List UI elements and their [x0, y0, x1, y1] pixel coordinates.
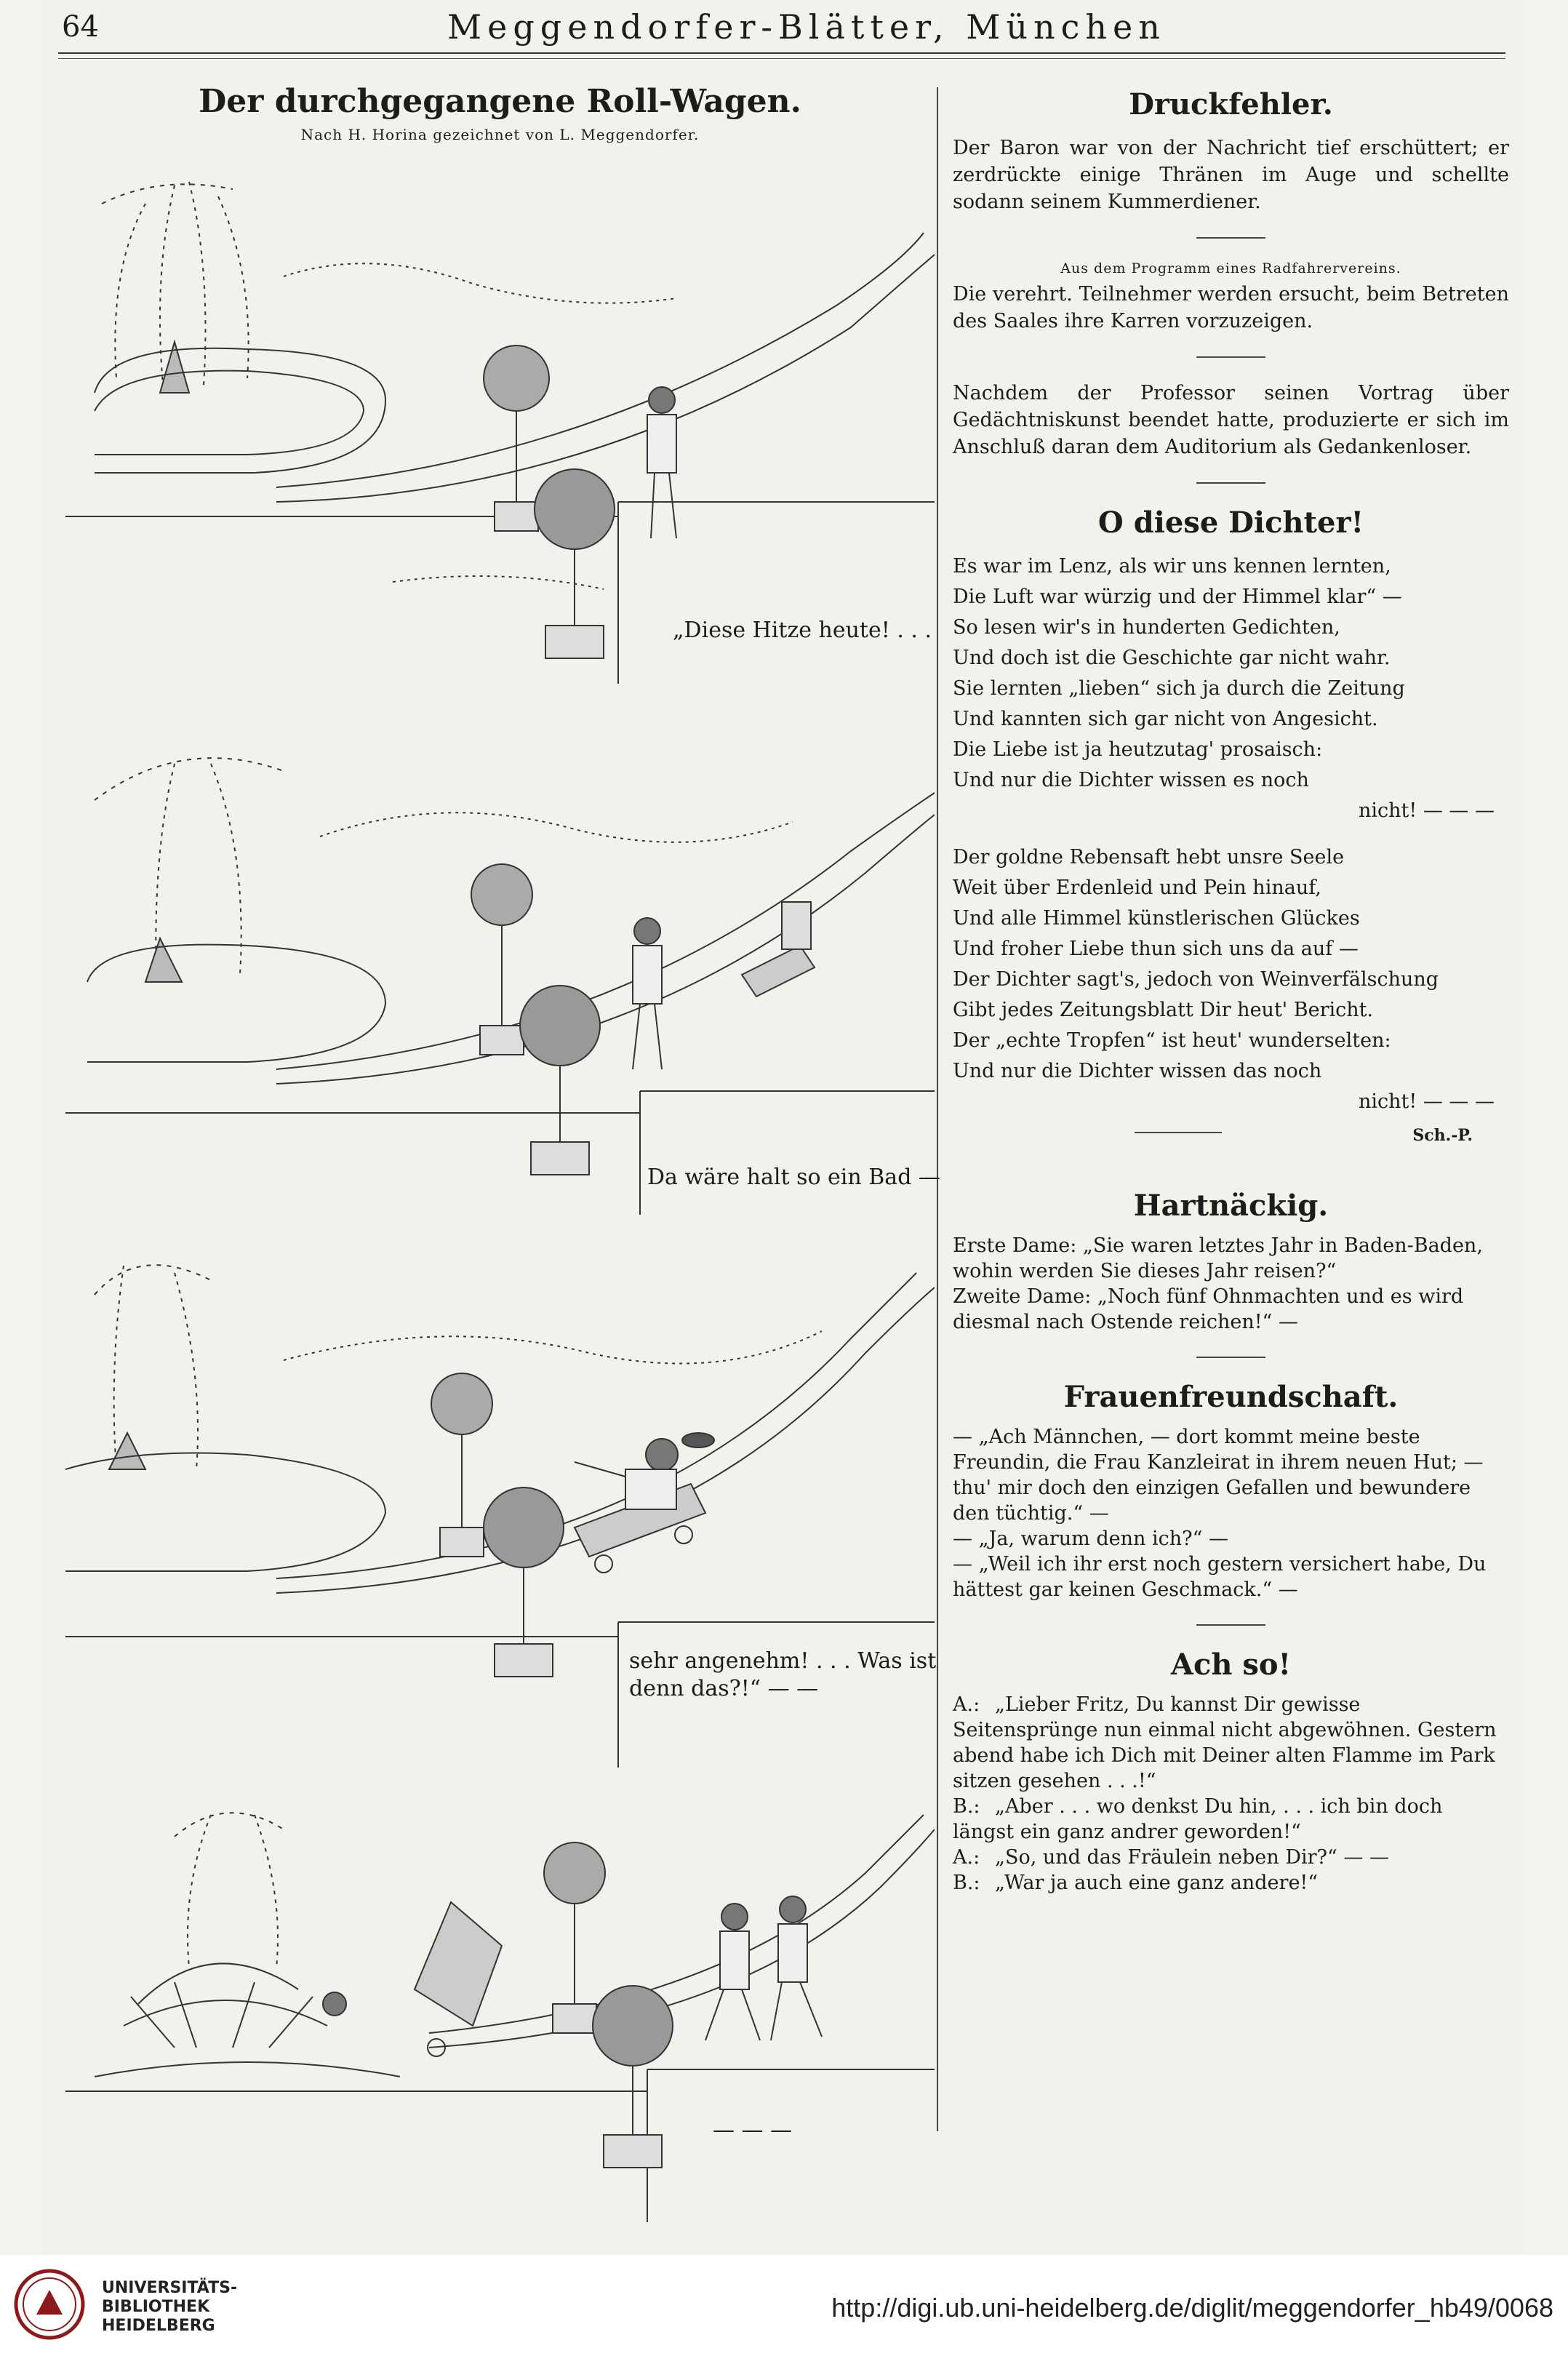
panel-2-drawing — [65, 706, 935, 1215]
dichter-signature: Sch.-P. — [1412, 1126, 1473, 1145]
dialogue-line — [953, 1692, 1509, 1794]
separator — [1196, 1624, 1265, 1626]
panel-1-drawing — [65, 160, 935, 684]
cartoon-panel-4 — [65, 1786, 935, 2222]
library-name — [102, 2279, 237, 2336]
panel-3-caption: sehr angenehm! . . . Was ist denn das?!“ — — — [629, 1648, 937, 1701]
frauenfreundschaft-title: Frauenfreundschaft. — [1063, 1380, 1399, 1414]
header-rule-thin — [58, 58, 1505, 59]
poem-line: Und alle Himmel künstlerischen Glückes — [953, 907, 1360, 930]
poem-line: Und nur die Dichter wissen es noch — [953, 769, 1309, 791]
panel-2-caption: Da wäre halt so ein Bad — — [647, 1165, 940, 1190]
university-seal-icon — [13, 2268, 86, 2341]
dialogue-text: „Sie waren letztes Jahr in Baden-Baden, wohin werden Sie dieses Jahr reisen?“ — [953, 1234, 1483, 1282]
poem-line: So lesen wir's in hunderten Gedichten, — [953, 616, 1340, 639]
poem-line: Sie lernten „lieben“ sich ja durch die Zeitung — [953, 677, 1405, 700]
poem-line: Die Luft war würzig und der Himmel klar“ — — [953, 586, 1402, 608]
dichter-stanza-1 — [953, 551, 1509, 826]
poem-line: nicht! — — — — [1359, 1090, 1495, 1113]
cartoon-title: Der durchgegangene Roll-Wagen. — [199, 83, 801, 120]
poem-line: Der goldne Rebensaft hebt unsre Seele — [953, 846, 1345, 868]
hartnaeckig-dialogue — [953, 1233, 1509, 1335]
poem-line: Und froher Liebe thun sich uns da auf — — [953, 938, 1359, 960]
cartoon-panel-2 — [65, 706, 940, 1215]
achso-title: Ach so! — [1170, 1648, 1292, 1682]
frauenfreundschaft-dialogue — [953, 1424, 1509, 1602]
page-number: 64 — [62, 10, 99, 44]
dialogue-text: „So, und das Fräulein neben Dir?“ — — — [995, 1846, 1389, 1869]
text-column — [953, 73, 1509, 1896]
poem-line: Die Liebe ist ja heutzutag' prosaisch: — [953, 738, 1323, 761]
dialogue-text: „Aber . . . wo denkst Du hin, . . . ich bin doch längst ein ganz andrer geworden!“ — [953, 1795, 1443, 1843]
druckfehler-text: Der Baron war von der Nachricht tief erschüttert; er zerdrückte einige Thränen im Auge und schellte sodann seinem Kummerdiener. — [953, 137, 1509, 213]
separator — [1196, 1357, 1265, 1358]
library-footer — [0, 2255, 1568, 2356]
cartoon-panel-3 — [65, 1237, 935, 1768]
speaker: Zweite Dame: — [953, 1285, 1092, 1308]
separator — [1196, 482, 1265, 484]
poem-line: Der Dichter sagt's, jedoch von Weinverfälschung — [953, 968, 1439, 991]
separator — [1196, 356, 1265, 358]
panel-1-caption: „Diese Hitze heute! . . . — [673, 618, 932, 643]
poem-line: Und kannten sich gar nicht von Angesicht. — [953, 708, 1378, 730]
dialogue-line: — „Weil ich ihr erst noch gestern versichert habe, Du hättest gar keinen Geschmack.“ — — [953, 1553, 1487, 1601]
dialogue-line: — „Ja, warum denn ich?“ — — [953, 1528, 1228, 1550]
druckfehler-title: Druckfehler. — [1129, 87, 1333, 121]
dichter-title: O diese Dichter! — [1097, 506, 1364, 540]
poem-line: Der „echte Tropfen“ ist heut' wunderselten: — [953, 1029, 1391, 1052]
speaker: A.: — [953, 1693, 980, 1716]
radfahrer-text: Die verehrt. Teilnehmer werden ersucht, beim Betreten des Saales ihre Karren vorzuzeigen. — [953, 283, 1509, 332]
source-url-link[interactable]: http://digi.ub.uni-heidelberg.de/diglit/meggendorfer_hb49/0068 — [831, 2293, 1553, 2323]
dialogue-line — [953, 1794, 1509, 1845]
magazine-page — [40, 0, 1524, 2255]
header-rule — [58, 52, 1505, 54]
library-name-line: BIBLIOTHEK — [102, 2298, 210, 2316]
poem-line: Und nur die Dichter wissen das noch — [953, 1060, 1322, 1082]
cartoon-column — [58, 73, 942, 2168]
dialogue-text: „Noch fünf Ohnmachten und es wird diesmal nach Ostende reichen!“ — — [953, 1285, 1464, 1333]
dialogue-text: „War ja auch eine ganz andere!“ — [995, 1872, 1319, 1894]
dialogue-line — [953, 1233, 1509, 1284]
hartnaeckig-title: Hartnäckig. — [1133, 1189, 1329, 1223]
professor-text: Nachdem der Professor seinen Vortrag über Gedächtniskunst beendet hatte, produzierte er sich im Anschluß daran dem Auditorium als Gedankenloser. — [953, 382, 1509, 458]
cartoon-panel-1 — [65, 160, 935, 684]
achso-dialogue — [953, 1692, 1509, 1896]
speaker: Erste Dame: — [953, 1234, 1077, 1257]
poem-line: Gibt jedes Zeitungsblatt Dir heut' Bericht. — [953, 999, 1374, 1021]
speaker: A.: — [953, 1846, 980, 1869]
magazine-title: Meggendorfer-Blätter, München — [447, 7, 1166, 47]
dialogue-line: — „Ach Männchen, — dort kommt meine beste Freundin, die Frau Kanzleirat in ihrem neuen Hut; — thu' mir doch den einzigen Gefallen und bewundere den tüchtig.“ — — [953, 1426, 1484, 1525]
poem-line: Und doch ist die Geschichte gar nicht wahr. — [953, 647, 1391, 669]
poem-line: nicht! — — — — [1359, 799, 1495, 822]
poem-line: Es war im Lenz, als wir uns kennen lernten, — [953, 555, 1391, 578]
panel-4-drawing — [65, 1786, 935, 2222]
poem-line: Weit über Erdenleid und Pein hinauf, — [953, 876, 1321, 899]
panel-4-caption: — — — — [713, 2117, 793, 2143]
dialogue-line — [953, 1284, 1509, 1335]
cartoon-credit: Nach H. Horina gezeichnet von L. Meggendorfer. — [300, 126, 700, 143]
radfahrer-subtitle: Aus dem Programm eines Radfahrervereins. — [1060, 260, 1401, 276]
dialogue-line — [953, 1870, 1509, 1896]
dialogue-text: „Lieber Fritz, Du kannst Dir gewisse Seitensprünge nun einmal nicht abgewöhnen. Gestern abend habe ich Dich mit Deiner alten Flamme im Park sitzen gesehen . . .!“ — [953, 1693, 1497, 1792]
dichter-stanza-2 — [953, 842, 1509, 1117]
library-name-line: UNIVERSITÄTS- — [102, 2279, 238, 2297]
speaker: B.: — [953, 1795, 980, 1818]
dialogue-line — [953, 1845, 1509, 1870]
separator — [1196, 237, 1265, 239]
speaker: B.: — [953, 1872, 980, 1894]
library-name-line: HEIDELBERG — [102, 2317, 215, 2335]
